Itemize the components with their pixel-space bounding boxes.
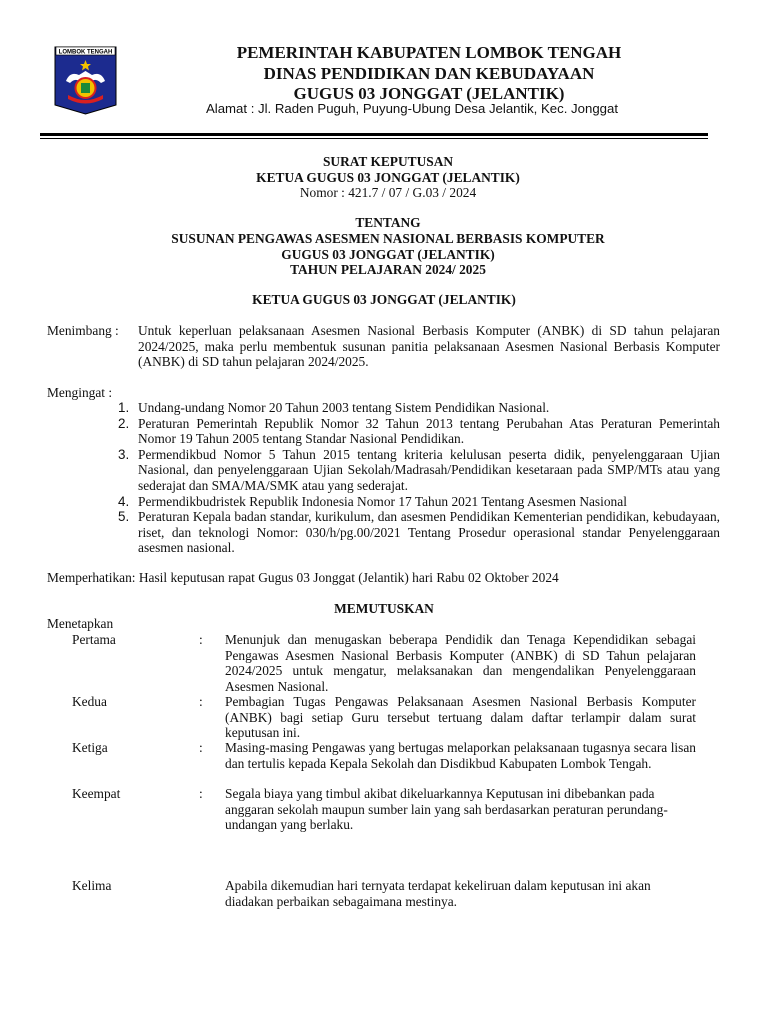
ketiga-text: Masing-masing Pengawas yang bertugas melaporkan pelaksanaan tugasnya secara lisan dan tertulis kepada Kepala Sekolah dan Disdikbud Kabupaten Lombok Tengah. bbox=[225, 740, 696, 771]
kedua-text: Pembagian Tugas Pengawas Pelaksanaan Asesmen Nasional Berbasis Komputer (ANBK) bagi setiap Guru tersebut tertuang dalam daftar terlampir dalam surat keputusan ini. bbox=[225, 694, 696, 741]
ketiga-colon: : bbox=[199, 740, 203, 755]
list-item bbox=[118, 494, 720, 510]
decree-number: Nomor : 421.7 / 07 / G.03 / 2024 bbox=[299, 185, 477, 200]
letterhead-address: Alamat : Jl. Raden Puguh, Puyung-Ubung Desa Jelantik, Kec. Jonggat bbox=[206, 101, 618, 116]
letterhead-divider-thin bbox=[40, 138, 708, 139]
pertama-colon: : bbox=[199, 632, 203, 647]
letterhead-line-1: PEMERINTAH KABUPATEN LOMBOK TENGAH bbox=[236, 43, 622, 62]
letterhead-divider-thick bbox=[40, 133, 708, 136]
list-item-number: 1. bbox=[118, 400, 130, 415]
kedua-colon: : bbox=[199, 694, 203, 709]
decree-heading: KETUA GUGUS 03 JONGGAT (JELANTIK) bbox=[252, 292, 516, 307]
list-item bbox=[118, 416, 720, 447]
menimbang-label: Menimbang : bbox=[47, 323, 119, 338]
pertama-label: Pertama bbox=[72, 632, 116, 647]
memperhatikan-text: Memperhatikan: Hasil keputusan rapat Gugus 03 Jonggat (Jelantik) hari Rabu 02 Oktober 2024 bbox=[47, 570, 559, 585]
list-item bbox=[118, 400, 720, 416]
ketiga-label: Ketiga bbox=[72, 740, 108, 755]
list-item-number: 2. bbox=[118, 415, 130, 431]
decree-title: SURAT KEPUTUSAN bbox=[322, 154, 454, 169]
list-item-text: Peraturan Kepala badan standar, kurikulum, dan asesmen Pendidikan Kementerian pendidikan, kebudayaan, riset, dan teknologi Nomor: 030/h/pg.00/2021 Tentang Prosedur operasional standar Penyelenggaraan asesmen nasional. bbox=[138, 509, 720, 556]
keempat-label: Keempat bbox=[72, 786, 121, 801]
list-item-text: Peraturan Pemerintah Republik Nomor 32 Tahun 2013 tentang Perubahan Atas Peraturan Pemerintah Nomor 19 Tahun 2005 tentang Standar Nasional Pendidikan. bbox=[138, 415, 720, 447]
list-item-text: Undang-undang Nomor 20 Tahun 2003 tentang Sistem Pendidikan Nasional. bbox=[138, 400, 550, 415]
keempat-text: Segala biaya yang timbul akibat dikeluarkannya Keputusan ini dibebankan pada anggaran sekolah maupun sumber lain yang sah berdasarkan peraturan perundang-undangan yang berlaku. bbox=[225, 786, 668, 833]
list-item-text: Permendikbudristek Republik Indonesia Nomor 17 Tahun 2021 Tentang Asesmen Nasional bbox=[138, 493, 627, 509]
pertama-text: Menunjuk dan menugaskan beberapa Pendidik dan Tenaga Kependidikan sebagai Pengawas Asesmen Nasional Berbasis Komputer (ANBK) di SD Tahun pelajaran 2024/2025 untuk mengatur, melaksanakan dan mengendalikan Penyelenggaraan Asesmen Nasional. bbox=[225, 632, 696, 694]
menimbang-text: Untuk keperluan pelaksanaan Asesmen Nasional Berbasis Komputer (ANBK) di SD tahun pelajaran 2024/2025, maka perlu membentuk susunan panitia pelaksanaan Asesmen Nasional Berbasis Komputer (ANBK) di SD tahun pelajaran 2024/2025. bbox=[138, 323, 720, 370]
keempat-colon: : bbox=[199, 786, 203, 801]
list-item-text: Permendikbud Nomor 5 Tahun 2015 tentang kriteria kelulusan peserta didik, penyelenggaraan Ujian Nasional, dan penyelenggaraan Ujian Sekolah/Madrasah/Pendidikan kesetaraan pada SMP/MTs atau yang sederajat dan SMA/MA/SMK atau yang sederajat. bbox=[138, 446, 720, 493]
letterhead-line-2: DINAS PENDIDIKAN DAN KEBUDAYAAN bbox=[263, 64, 595, 83]
kelima-label: Kelima bbox=[72, 878, 112, 893]
list-item-number: 4. bbox=[118, 493, 130, 509]
decree-about: TENTANG bbox=[355, 215, 421, 230]
kedua-label: Kedua bbox=[72, 694, 107, 709]
decree-subject-line-3: TAHUN PELAJARAN 2024/ 2025 bbox=[290, 262, 486, 277]
list-item bbox=[118, 447, 720, 494]
decree-subject-line-1: SUSUNAN PENGAWAS ASESMEN NASIONAL BERBASIS KOMPUTER bbox=[171, 231, 605, 246]
list-item-number: 5. bbox=[118, 509, 130, 525]
mengingat-label: Mengingat : bbox=[47, 385, 113, 400]
decree-issuer: KETUA GUGUS 03 JONGGAT (JELANTIK) bbox=[256, 170, 520, 185]
list-item-number: 3. bbox=[118, 446, 130, 462]
list-item bbox=[118, 509, 720, 556]
menetapkan-label: Menetapkan bbox=[47, 616, 114, 631]
logo-region-label: LOMBOK TENGAH bbox=[58, 49, 113, 56]
mengingat-list bbox=[118, 400, 720, 556]
decree-subject-line-2: GUGUS 03 JONGGAT (JELANTIK) bbox=[281, 247, 495, 262]
letterhead-line-3: GUGUS 03 JONGGAT (JELANTIK) bbox=[293, 84, 565, 103]
kelima-text: Apabila dikemudian hari ternyata terdapat kekeliruan dalam keputusan ini akan diadakan perbaikan sebagaimana mestinya. bbox=[225, 878, 651, 909]
memutuskan-heading: MEMUTUSKAN bbox=[334, 601, 434, 616]
